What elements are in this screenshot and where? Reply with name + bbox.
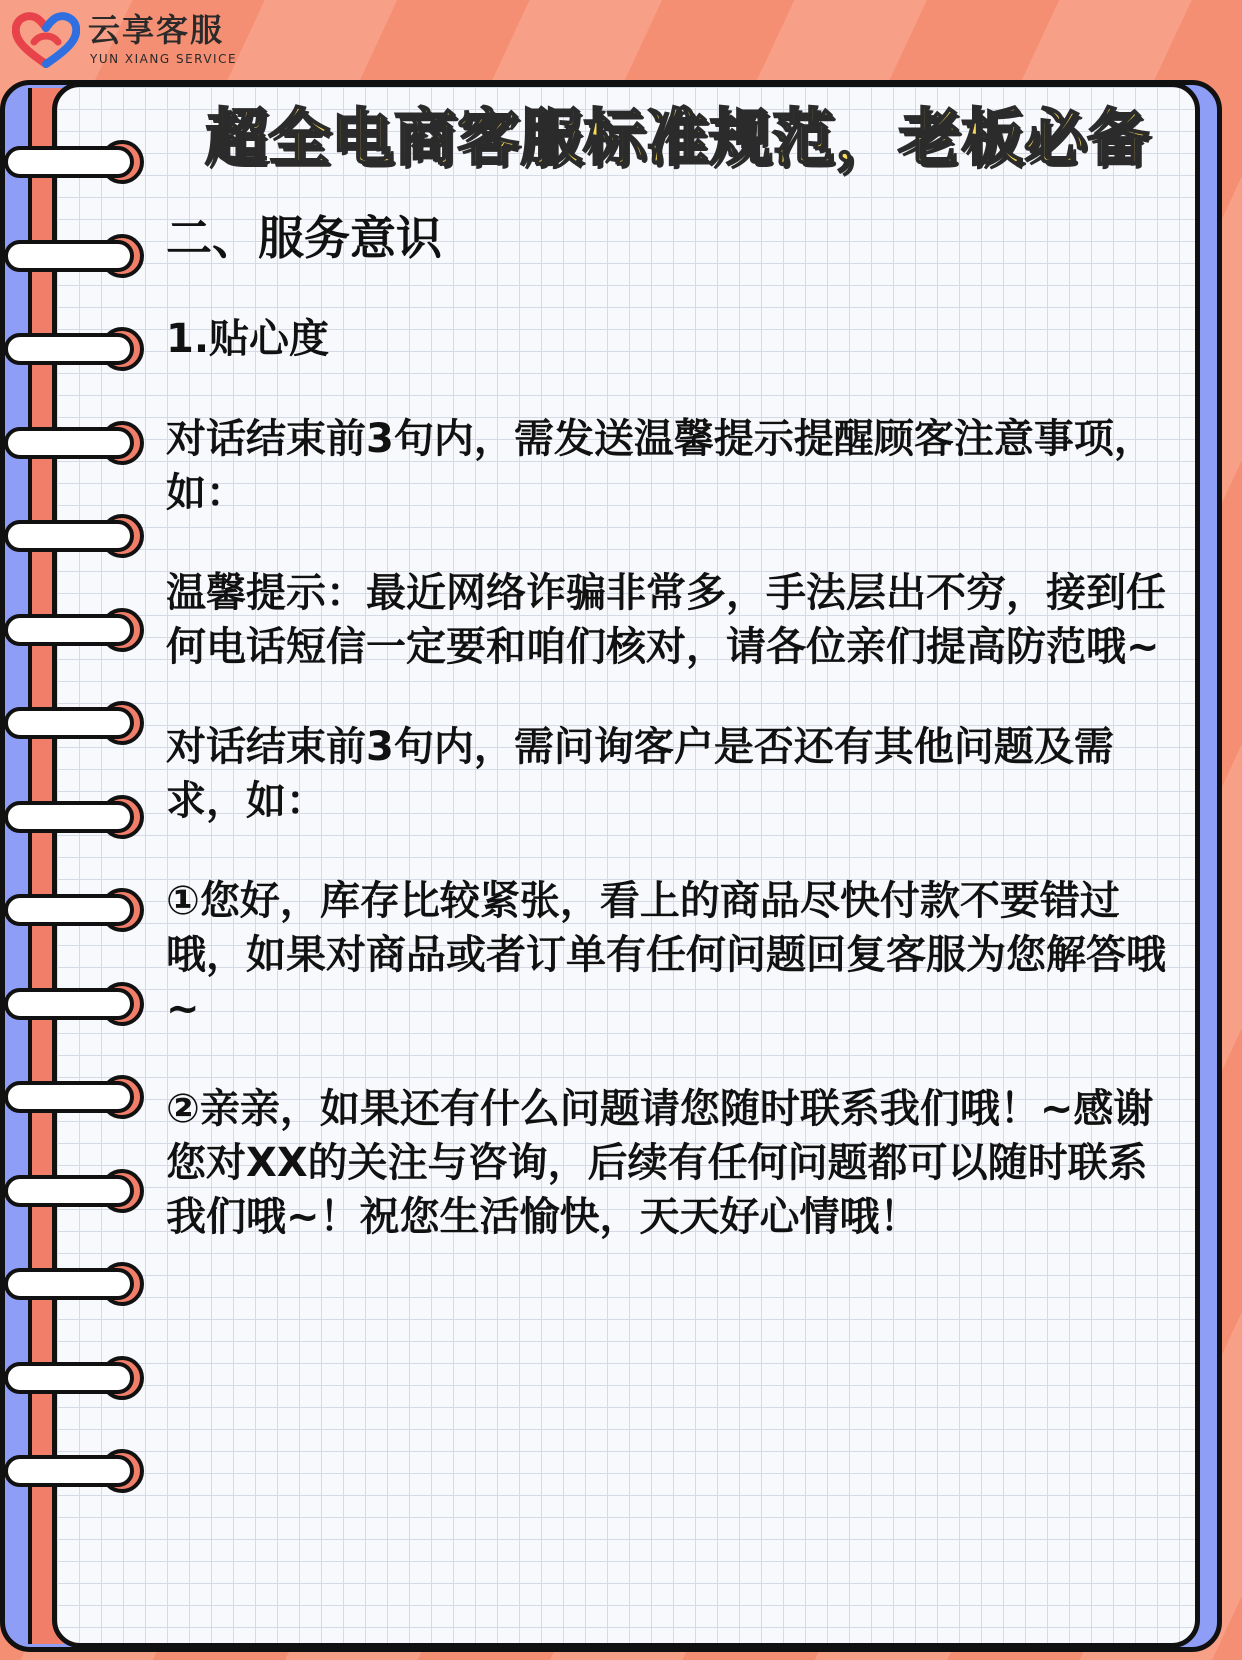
paragraph: ①您好，库存比较紧张，看上的商品尽快付款不要错过哦，如果对商品或者订单有任何问题回复客服为您解答哦~ bbox=[166, 878, 1166, 1032]
spiral-ring bbox=[2, 980, 148, 1028]
section-heading: 二、服务意识 bbox=[166, 211, 442, 265]
brand-logo bbox=[12, 10, 252, 70]
ring-wire bbox=[4, 801, 134, 833]
ring-wire bbox=[4, 1175, 134, 1207]
paragraph: 对话结束前3句内，需发送温馨提示提醒顾客注意事项，如： bbox=[166, 416, 1154, 516]
ring-wire bbox=[4, 333, 134, 365]
ring-wire bbox=[4, 1081, 134, 1113]
ring-wire bbox=[4, 614, 134, 646]
brand-name: 云享客服 bbox=[88, 11, 225, 49]
spiral-ring bbox=[2, 1073, 148, 1121]
spiral-ring bbox=[2, 699, 148, 747]
brand-subtitle: YUN XIANG SERVICE bbox=[90, 52, 238, 66]
heart-logo-icon bbox=[12, 12, 80, 68]
ring-wire bbox=[4, 988, 134, 1020]
page-title: 超全电商客服标准规范，老板必备 bbox=[205, 101, 1151, 174]
ring-wire bbox=[4, 894, 134, 926]
ring-wire bbox=[4, 707, 134, 739]
paragraph: 对话结束前3句内，需问询客户是否还有其他问题及需求，如： bbox=[166, 724, 1114, 824]
subheading: 1.贴心度 bbox=[166, 316, 330, 362]
spiral-ring bbox=[2, 1447, 148, 1495]
ring-wire bbox=[4, 427, 134, 459]
spiral-ring bbox=[2, 886, 148, 934]
paragraph: ②亲亲，如果还有什么问题请您随时联系我们哦！~感谢您对XX的关注与咨询，后续有任何问题都可以随时联系我们哦~！祝您生活愉快，天天好心情哦！ bbox=[166, 1086, 1154, 1240]
spiral-ring bbox=[2, 138, 148, 186]
spiral-ring bbox=[2, 232, 148, 280]
spiral-ring bbox=[2, 606, 148, 654]
spiral-ring bbox=[2, 793, 148, 841]
paragraph: 温馨提示：最近网络诈骗非常多，手法层出不穷，接到任何电话短信一定要和咱们核对，请各位亲们提高防范哦~ bbox=[166, 570, 1166, 670]
ring-wire bbox=[4, 1268, 134, 1300]
ring-wire bbox=[4, 1455, 134, 1487]
content-area bbox=[166, 210, 1176, 1290]
ring-wire bbox=[4, 146, 134, 178]
spiral-ring bbox=[2, 419, 148, 467]
ring-wire bbox=[4, 520, 134, 552]
spiral-ring bbox=[2, 512, 148, 560]
spiral-ring bbox=[2, 1260, 148, 1308]
spiral-ring bbox=[2, 1354, 148, 1402]
spiral-ring bbox=[2, 325, 148, 373]
ring-wire bbox=[4, 240, 134, 272]
ring-wire bbox=[4, 1362, 134, 1394]
spiral-ring bbox=[2, 1167, 148, 1215]
